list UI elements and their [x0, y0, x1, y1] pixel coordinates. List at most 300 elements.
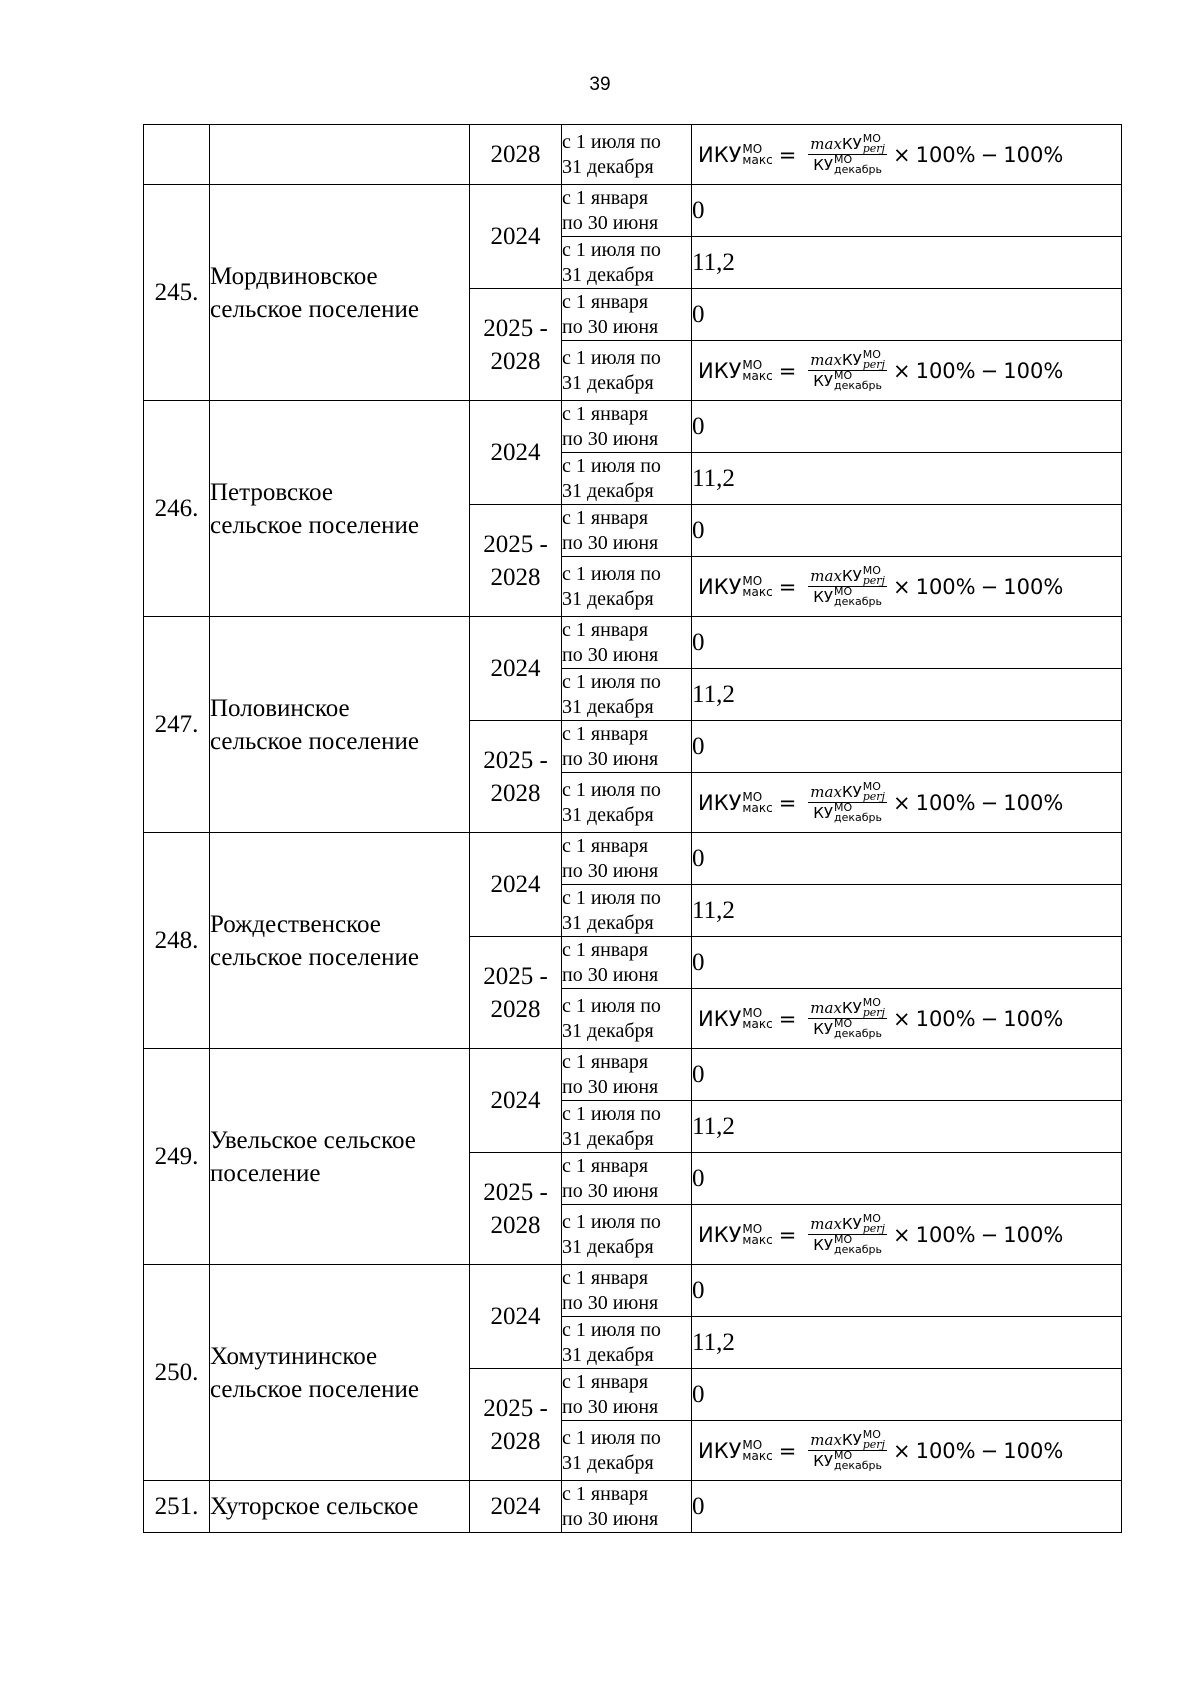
formula-num-sub: perj	[862, 142, 885, 155]
line-1: с 1 января	[562, 938, 649, 961]
line-2: 31 декабря	[562, 803, 654, 826]
row-number-cell	[144, 125, 210, 185]
line-2: по 30 июня	[562, 315, 659, 338]
formula-lhs-sup: МО	[742, 1437, 763, 1452]
row-number-cell: 250.	[144, 1265, 210, 1481]
line-2: 2028	[490, 1211, 541, 1239]
formula-numerator	[808, 998, 887, 1019]
year-cell	[470, 937, 562, 1049]
value-cell: 11,2	[692, 1317, 1122, 1369]
formula-num-sup: МО	[862, 348, 881, 361]
year-cell	[470, 289, 562, 401]
value-cell: 11,2	[692, 669, 1122, 721]
formula-times: ×	[892, 1438, 911, 1463]
formula-num-sup: МО	[862, 1428, 881, 1441]
period-cell	[562, 505, 692, 557]
formula-pct-2: 100%	[1003, 790, 1064, 815]
formula-lhs-scripts	[742, 1437, 773, 1463]
value-cell: 11,2	[692, 237, 1122, 289]
row-number-cell: 249.	[144, 1049, 210, 1265]
formula-times: ×	[892, 1006, 911, 1031]
formula-lhs-base: ИКУ	[698, 574, 742, 599]
formula-denominator	[811, 1235, 884, 1255]
formula-den-scripts	[834, 1451, 882, 1471]
line-2: по 30 июня	[562, 531, 659, 554]
formula-num-sub: perj	[862, 790, 885, 803]
line-2: по 30 июня	[562, 427, 659, 450]
value-cell: 0	[692, 1369, 1122, 1421]
line-1: с 1 июля по	[562, 1102, 661, 1125]
formula-pct-1: 100%	[915, 1222, 976, 1247]
formula-lhs-scripts	[742, 357, 773, 383]
value-cell: 0	[692, 721, 1122, 773]
formula-pct-1: 100%	[915, 1438, 976, 1463]
formula-den-base: КУ	[813, 1020, 834, 1038]
value-cell: 0	[692, 1481, 1122, 1533]
value-cell: 0	[692, 1049, 1122, 1101]
period-cell	[562, 185, 692, 237]
formula-lhs-sup: МО	[742, 357, 763, 372]
formula-den-sub: декабрь	[834, 811, 883, 824]
formula-lhs-sup: МО	[742, 1005, 763, 1020]
formula-num-sup: МО	[862, 1212, 881, 1225]
year-cell: 2024	[470, 1265, 562, 1369]
formula-num-sup: МО	[862, 564, 881, 577]
line-1: с 1 июля по	[562, 994, 661, 1017]
formula-minus: −	[980, 358, 999, 383]
formula-den-base: КУ	[813, 1452, 834, 1470]
year-cell: 2028	[470, 125, 562, 185]
line-1: с 1 июля по	[562, 454, 661, 477]
period-cell	[562, 669, 692, 721]
line-2: сельское поселение	[210, 1375, 419, 1403]
page-number: 39	[589, 74, 611, 95]
formula-num-sup: МО	[862, 996, 881, 1009]
formula-num-base: КУ	[841, 351, 862, 369]
period-cell	[562, 721, 692, 773]
formula-den-sup: МО	[834, 1233, 853, 1246]
period-cell	[562, 1049, 692, 1101]
formula-den-base: КУ	[813, 372, 834, 390]
formula-num-base: КУ	[841, 999, 862, 1017]
period-cell	[562, 1421, 692, 1481]
formula-num-scripts	[863, 134, 885, 154]
line-2: по 30 июня	[562, 1395, 659, 1418]
row-number-cell: 246.	[144, 401, 210, 617]
formula-num-sub: perj	[862, 358, 885, 371]
line-2: по 30 июня	[562, 211, 659, 234]
formula-pct-2: 100%	[1003, 1006, 1064, 1031]
formula-lhs-scripts	[742, 1005, 773, 1031]
period-cell	[562, 1481, 692, 1533]
formula-num-max: max	[810, 135, 842, 153]
line-2: сельское поселение	[210, 511, 419, 539]
line-1: с 1 января	[562, 722, 649, 745]
formula-minus: −	[980, 1438, 999, 1463]
formula-den-scripts	[834, 803, 882, 823]
row-number-cell: 245.	[144, 185, 210, 401]
formula-num-sup: МО	[862, 132, 881, 145]
period-cell	[562, 833, 692, 885]
value-cell: 0	[692, 833, 1122, 885]
year-cell: 2024	[470, 617, 562, 721]
period-cell	[562, 453, 692, 505]
formula-num-sub: perj	[862, 1222, 885, 1235]
index-formula	[698, 782, 1068, 823]
formula-equals: =	[778, 1438, 797, 1463]
formula-fraction	[808, 998, 887, 1039]
line-1: с 1 июля по	[562, 886, 661, 909]
table-row	[144, 1265, 1122, 1317]
period-cell	[562, 125, 692, 185]
formula-num-scripts	[863, 1214, 885, 1234]
formula-den-sub: декабрь	[834, 1459, 883, 1472]
formula-pct-1: 100%	[915, 1006, 976, 1031]
year-cell	[470, 505, 562, 617]
line-2: по 30 июня	[562, 747, 659, 770]
formula-cell	[692, 125, 1122, 185]
year-cell: 2024	[470, 1481, 562, 1533]
formula-lhs	[698, 791, 773, 815]
line-1: Мордвиновское	[210, 262, 378, 290]
line-1: 2025 -	[483, 1178, 548, 1206]
formula-den-sup: МО	[834, 153, 853, 166]
line-1: с 1 января	[562, 1266, 649, 1289]
formula-denominator	[811, 587, 884, 607]
period-cell	[562, 289, 692, 341]
formula-equals: =	[778, 1006, 797, 1031]
formula-num-max: max	[810, 351, 842, 369]
formula-num-base: КУ	[841, 1215, 862, 1233]
formula-den-scripts	[834, 587, 882, 607]
municipality-name-cell: Хуторское сельское	[210, 1481, 470, 1533]
value-cell: 0	[692, 185, 1122, 237]
year-cell	[470, 1153, 562, 1265]
formula-lhs-sup: МО	[742, 789, 763, 804]
formula-lhs	[698, 359, 773, 383]
formula-den-base: КУ	[813, 588, 834, 606]
line-2: по 30 июня	[562, 1179, 659, 1202]
formula-numerator	[808, 782, 887, 803]
formula-lhs	[698, 1007, 773, 1031]
formula-numerator	[808, 1214, 887, 1235]
formula-den-base: КУ	[813, 804, 834, 822]
formula-pct-2: 100%	[1003, 1222, 1064, 1247]
formula-cell	[692, 1421, 1122, 1481]
formula-denominator	[811, 1019, 884, 1039]
formula-fraction	[808, 134, 887, 175]
formula-denominator	[811, 155, 884, 175]
formula-num-max: max	[810, 1215, 842, 1233]
formula-lhs-scripts	[742, 573, 773, 599]
formula-den-sub: декабрь	[834, 595, 883, 608]
formula-lhs-base: ИКУ	[698, 1222, 742, 1247]
table-row-continuation	[144, 125, 1122, 185]
index-formula	[698, 1430, 1068, 1471]
formula-equals: =	[778, 1222, 797, 1247]
formula-den-scripts	[834, 1019, 882, 1039]
municipality-name-cell	[210, 1049, 470, 1265]
index-formula	[698, 1214, 1068, 1255]
row-number-cell: 247.	[144, 617, 210, 833]
line-2: 31 декабря	[562, 911, 654, 934]
value-cell: 0	[692, 401, 1122, 453]
line-2: 31 декабря	[562, 1343, 654, 1366]
line-1: с 1 июля по	[562, 562, 661, 585]
formula-den-scripts	[834, 371, 882, 391]
formula-lhs-base: ИКУ	[698, 1006, 742, 1031]
formula-num-max: max	[810, 567, 842, 585]
period-cell	[562, 1153, 692, 1205]
period-cell	[562, 1369, 692, 1421]
formula-pct-1: 100%	[915, 358, 976, 383]
line-2: по 30 июня	[562, 643, 659, 666]
line-2: 31 декабря	[562, 371, 654, 394]
formula-lhs-sub: макс	[742, 1016, 773, 1031]
formula-lhs-sub: макс	[742, 1448, 773, 1463]
formula-den-scripts	[834, 1235, 882, 1255]
municipality-name-cell	[210, 833, 470, 1049]
line-1: с 1 января	[562, 1154, 649, 1177]
formula-times: ×	[892, 574, 911, 599]
line-1: с 1 января	[562, 402, 649, 425]
formula-lhs-sub: макс	[742, 584, 773, 599]
formula-pct-1: 100%	[915, 790, 976, 815]
formula-lhs	[698, 1223, 773, 1247]
formula-den-sup: МО	[834, 1449, 853, 1462]
formula-minus: −	[980, 1006, 999, 1031]
year-cell: 2024	[470, 1049, 562, 1153]
formula-pct-2: 100%	[1003, 358, 1064, 383]
line-1: 2025 -	[483, 746, 548, 774]
formula-numerator	[808, 1430, 887, 1451]
formula-cell	[692, 989, 1122, 1049]
line-1: с 1 июля по	[562, 238, 661, 261]
municipality-name-cell	[210, 125, 470, 185]
year-cell: 2024	[470, 833, 562, 937]
line-2: 31 декабря	[562, 1127, 654, 1150]
line-2: 31 декабря	[562, 695, 654, 718]
line-2: сельское поселение	[210, 727, 419, 755]
line-2: по 30 июня	[562, 1291, 659, 1314]
line-1: 2025 -	[483, 314, 548, 342]
formula-lhs-scripts	[742, 789, 773, 815]
formula-lhs-sub: макс	[742, 152, 773, 167]
formula-denominator	[811, 1451, 884, 1471]
value-cell: 11,2	[692, 453, 1122, 505]
line-1: с 1 июля по	[562, 670, 661, 693]
formula-num-base: КУ	[841, 1431, 862, 1449]
line-1: 2025 -	[483, 530, 548, 558]
formula-lhs-sup: МО	[742, 141, 763, 156]
formula-cell	[692, 557, 1122, 617]
formula-den-sup: МО	[834, 369, 853, 382]
year-cell	[470, 721, 562, 833]
period-cell	[562, 773, 692, 833]
formula-times: ×	[892, 142, 911, 167]
period-cell	[562, 937, 692, 989]
period-cell	[562, 885, 692, 937]
formula-num-scripts	[863, 1430, 885, 1450]
formula-fraction	[808, 350, 887, 391]
line-2: по 30 июня	[562, 1075, 659, 1098]
formula-num-max: max	[810, 783, 842, 801]
period-cell	[562, 341, 692, 401]
formula-num-sub: perj	[862, 1438, 885, 1451]
index-formula	[698, 998, 1068, 1039]
line-1: Увельское сельское	[210, 1126, 416, 1154]
table-body	[144, 125, 1122, 1533]
value-cell: 0	[692, 937, 1122, 989]
formula-minus: −	[980, 1222, 999, 1247]
formula-lhs-sub: макс	[742, 800, 773, 815]
formula-lhs	[698, 575, 773, 599]
value-cell: 0	[692, 1265, 1122, 1317]
line-2: поселение	[210, 1159, 321, 1187]
period-cell	[562, 401, 692, 453]
line-1: с 1 июля по	[562, 1210, 661, 1233]
formula-num-sup: МО	[862, 780, 881, 793]
tariff-index-table	[143, 124, 1122, 1533]
formula-lhs-scripts	[742, 141, 773, 167]
formula-den-sup: МО	[834, 585, 853, 598]
line-1: Хомутининское	[210, 1342, 378, 1370]
period-cell	[562, 1317, 692, 1369]
line-2: 31 декабря	[562, 1019, 654, 1042]
index-formula	[698, 134, 1068, 175]
municipality-name-cell	[210, 617, 470, 833]
formula-den-sub: декабрь	[834, 1243, 883, 1256]
formula-equals: =	[778, 574, 797, 599]
line-1: с 1 июля по	[562, 1426, 661, 1449]
formula-num-scripts	[863, 998, 885, 1018]
formula-denominator	[811, 371, 884, 391]
formula-pct-1: 100%	[915, 142, 976, 167]
formula-denominator	[811, 803, 884, 823]
formula-num-max: max	[810, 999, 842, 1017]
formula-minus: −	[980, 142, 999, 167]
line-1: с 1 июля по	[562, 1318, 661, 1341]
period-cell	[562, 237, 692, 289]
period-line-2: 31 декабря	[562, 155, 654, 178]
formula-num-base: КУ	[841, 567, 862, 585]
period-cell	[562, 1205, 692, 1265]
period-cell	[562, 1101, 692, 1153]
line-1: с 1 января	[562, 186, 649, 209]
formula-num-sub: perj	[862, 574, 885, 587]
formula-pct-2: 100%	[1003, 142, 1064, 167]
formula-den-sub: декабрь	[834, 379, 883, 392]
formula-times: ×	[892, 790, 911, 815]
formula-den-sub: декабрь	[834, 163, 883, 176]
line-2: 31 декабря	[562, 1451, 654, 1474]
formula-den-sub: декабрь	[834, 1027, 883, 1040]
period-cell	[562, 557, 692, 617]
line-1: с 1 июля по	[562, 778, 661, 801]
value-cell: 0	[692, 617, 1122, 669]
table-row	[144, 1049, 1122, 1101]
formula-numerator	[808, 134, 887, 155]
index-formula	[698, 566, 1068, 607]
formula-fraction	[808, 566, 887, 607]
formula-equals: =	[778, 142, 797, 167]
line-1: Рождественское	[210, 910, 381, 938]
formula-num-sub: perj	[862, 1006, 885, 1019]
formula-fraction	[808, 782, 887, 823]
formula-pct-1: 100%	[915, 574, 976, 599]
period-cell	[562, 989, 692, 1049]
table-row	[144, 185, 1122, 237]
line-2: 2028	[490, 995, 541, 1023]
municipality-name-cell	[210, 185, 470, 401]
formula-equals: =	[778, 790, 797, 815]
year-cell: 2024	[470, 185, 562, 289]
line-1: с 1 января	[562, 506, 649, 529]
line-1: с 1 января	[562, 1482, 649, 1505]
formula-num-scripts	[863, 782, 885, 802]
formula-pct-2: 100%	[1003, 1438, 1064, 1463]
row-number-cell: 251.	[144, 1481, 210, 1533]
formula-num-scripts	[863, 350, 885, 370]
formula-fraction	[808, 1214, 887, 1255]
line-2: 2028	[490, 779, 541, 807]
formula-fraction	[808, 1430, 887, 1471]
formula-lhs-sub: макс	[742, 1232, 773, 1247]
line-2: по 30 июня	[562, 1507, 659, 1530]
line-2: 31 декабря	[562, 263, 654, 286]
formula-lhs-base: ИКУ	[698, 1438, 742, 1463]
municipality-name-cell	[210, 401, 470, 617]
line-2: сельское поселение	[210, 295, 419, 323]
line-2: 31 декабря	[562, 1235, 654, 1258]
formula-lhs-sup: МО	[742, 1221, 763, 1236]
year-cell	[470, 1369, 562, 1481]
line-1: 2025 -	[483, 962, 548, 990]
table-row	[144, 401, 1122, 453]
line-2: по 30 июня	[562, 963, 659, 986]
value-cell: 11,2	[692, 885, 1122, 937]
value-cell: 0	[692, 289, 1122, 341]
formula-times: ×	[892, 1222, 911, 1247]
line-1: с 1 января	[562, 290, 649, 313]
formula-lhs-scripts	[742, 1221, 773, 1247]
formula-minus: −	[980, 574, 999, 599]
line-2: 2028	[490, 1427, 541, 1455]
line-1: с 1 января	[562, 834, 649, 857]
year-cell: 2024	[470, 401, 562, 505]
formula-equals: =	[778, 358, 797, 383]
line-2: сельское поселение	[210, 943, 419, 971]
period-cell	[562, 617, 692, 669]
formula-lhs-sup: МО	[742, 573, 763, 588]
line-1: с 1 января	[562, 618, 649, 641]
formula-num-scripts	[863, 566, 885, 586]
formula-cell	[692, 341, 1122, 401]
formula-lhs-base: ИКУ	[698, 358, 742, 383]
formula-lhs-sub: макс	[742, 368, 773, 383]
formula-den-scripts	[834, 155, 882, 175]
value-cell: 11,2	[692, 1101, 1122, 1153]
formula-num-max: max	[810, 1431, 842, 1449]
line-2: 2028	[490, 563, 541, 591]
formula-minus: −	[980, 790, 999, 815]
formula-den-base: КУ	[813, 1236, 834, 1254]
formula-numerator	[808, 350, 887, 371]
formula-den-sup: МО	[834, 1017, 853, 1030]
row-number-cell: 248.	[144, 833, 210, 1049]
table-row	[144, 617, 1122, 669]
line-2: по 30 июня	[562, 859, 659, 882]
